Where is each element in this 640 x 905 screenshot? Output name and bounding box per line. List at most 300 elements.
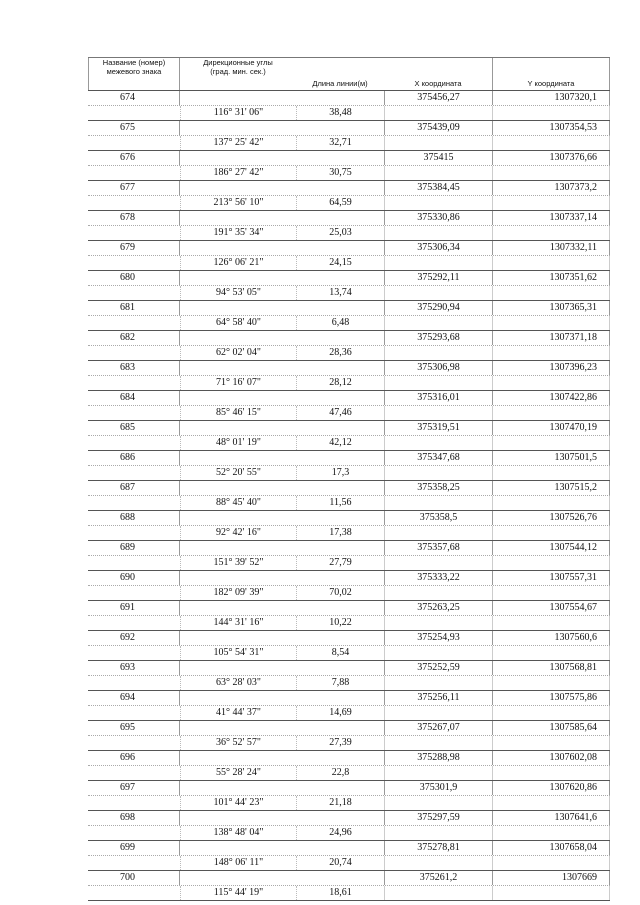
- line-length: 20,74: [296, 856, 384, 870]
- empty-cell: [492, 676, 610, 690]
- y-coordinate: 1307620,86: [492, 781, 610, 795]
- segment-row: [88, 525, 610, 540]
- direction-angle: 105° 54' 31": [180, 646, 296, 660]
- empty-cell: [492, 706, 610, 720]
- direction-angle: 92° 42' 16": [180, 526, 296, 540]
- line-length: 10,22: [296, 616, 384, 630]
- direction-angle: 88° 45' 40": [180, 496, 296, 510]
- x-coordinate: 375301,9: [384, 781, 492, 795]
- point-name: 700: [88, 871, 180, 885]
- segment-row: [88, 855, 610, 870]
- empty-cell: [384, 136, 492, 150]
- x-coordinate: 375316,01: [384, 391, 492, 405]
- y-coordinate: 1307365,31: [492, 301, 610, 315]
- empty-cell: [88, 646, 180, 660]
- empty-cell: [492, 586, 610, 600]
- segment-row: [88, 795, 610, 810]
- empty-cell: [296, 391, 384, 405]
- empty-cell: [492, 136, 610, 150]
- x-coordinate: 375333,22: [384, 571, 492, 585]
- point-row: [88, 120, 610, 135]
- y-coordinate: 1307354,53: [492, 121, 610, 135]
- empty-cell: [180, 181, 296, 195]
- segment-row: [88, 375, 610, 390]
- empty-cell: [180, 301, 296, 315]
- point-name: 686: [88, 451, 180, 465]
- segment-row: [88, 405, 610, 420]
- segment-row: [88, 885, 610, 900]
- empty-cell: [88, 586, 180, 600]
- x-coordinate: 375252,59: [384, 661, 492, 675]
- direction-angle: 151° 39' 52": [180, 556, 296, 570]
- point-row: [88, 540, 610, 555]
- point-name: 685: [88, 421, 180, 435]
- empty-cell: [180, 361, 296, 375]
- header-length: Длина линии(м): [312, 78, 368, 88]
- y-coordinate: 1307373,2: [492, 181, 610, 195]
- empty-cell: [296, 721, 384, 735]
- empty-cell: [296, 91, 384, 105]
- empty-cell: [296, 121, 384, 135]
- direction-angle: 138° 48' 04": [180, 826, 296, 840]
- empty-cell: [492, 616, 610, 630]
- empty-cell: [296, 181, 384, 195]
- y-coordinate: 1307337,14: [492, 211, 610, 225]
- x-coordinate: 375358,25: [384, 481, 492, 495]
- segment-row: [88, 225, 610, 240]
- point-name: 678: [88, 211, 180, 225]
- header-angle: Дирекционные углы (град. мин. сек.): [203, 58, 273, 76]
- y-coordinate: 1307544,12: [492, 541, 610, 555]
- empty-cell: [180, 781, 296, 795]
- empty-cell: [492, 556, 610, 570]
- point-name: 676: [88, 151, 180, 165]
- empty-cell: [384, 586, 492, 600]
- x-coordinate: 375297,59: [384, 811, 492, 825]
- point-row: [88, 690, 610, 705]
- x-coordinate: 375415: [384, 151, 492, 165]
- y-coordinate: 1307515,2: [492, 481, 610, 495]
- x-coordinate: 375292,11: [384, 271, 492, 285]
- y-coordinate: 1307560,6: [492, 631, 610, 645]
- empty-cell: [88, 406, 180, 420]
- direction-angle: 62° 02' 04": [180, 346, 296, 360]
- direction-angle: 52° 20' 55": [180, 466, 296, 480]
- empty-cell: [88, 286, 180, 300]
- segment-row: [88, 255, 610, 270]
- point-name: 675: [88, 121, 180, 135]
- line-length: 14,69: [296, 706, 384, 720]
- empty-cell: [180, 601, 296, 615]
- empty-cell: [296, 271, 384, 285]
- empty-cell: [88, 136, 180, 150]
- empty-cell: [180, 151, 296, 165]
- y-coordinate: 1307669: [492, 871, 610, 885]
- empty-cell: [180, 331, 296, 345]
- empty-cell: [180, 871, 296, 885]
- direction-angle: 137° 25' 42": [180, 136, 296, 150]
- empty-cell: [384, 196, 492, 210]
- line-length: 24,15: [296, 256, 384, 270]
- x-coordinate: 375330,86: [384, 211, 492, 225]
- point-name: 698: [88, 811, 180, 825]
- x-coordinate: 375261,2: [384, 871, 492, 885]
- line-length: 6,48: [296, 316, 384, 330]
- empty-cell: [492, 106, 610, 120]
- empty-cell: [296, 241, 384, 255]
- empty-cell: [384, 166, 492, 180]
- empty-cell: [88, 316, 180, 330]
- empty-cell: [492, 466, 610, 480]
- empty-cell: [492, 496, 610, 510]
- x-coordinate: 375358,5: [384, 511, 492, 525]
- header-name: Название (номер) межевого знака: [88, 58, 180, 90]
- empty-cell: [296, 781, 384, 795]
- line-length: 27,79: [296, 556, 384, 570]
- point-name: 690: [88, 571, 180, 585]
- segment-row: [88, 645, 610, 660]
- point-row: [88, 180, 610, 195]
- direction-angle: 186° 27' 42": [180, 166, 296, 180]
- empty-cell: [88, 736, 180, 750]
- segment-row: [88, 165, 610, 180]
- x-coordinate: 375288,98: [384, 751, 492, 765]
- x-coordinate: 375293,68: [384, 331, 492, 345]
- empty-cell: [180, 751, 296, 765]
- segment-row: [88, 495, 610, 510]
- empty-cell: [296, 841, 384, 855]
- line-length: 11,56: [296, 496, 384, 510]
- line-length: 27,39: [296, 736, 384, 750]
- empty-cell: [384, 256, 492, 270]
- empty-cell: [88, 796, 180, 810]
- point-name: 692: [88, 631, 180, 645]
- point-row: [88, 150, 610, 165]
- empty-cell: [180, 271, 296, 285]
- line-length: 42,12: [296, 436, 384, 450]
- empty-cell: [384, 856, 492, 870]
- empty-cell: [492, 856, 610, 870]
- empty-cell: [384, 646, 492, 660]
- boundary-points-table: [88, 57, 610, 901]
- empty-cell: [384, 526, 492, 540]
- segment-row: [88, 105, 610, 120]
- empty-cell: [296, 541, 384, 555]
- point-row: [88, 450, 610, 465]
- x-coordinate: 375267,07: [384, 721, 492, 735]
- y-coordinate: 1307422,86: [492, 391, 610, 405]
- empty-cell: [296, 301, 384, 315]
- point-name: 695: [88, 721, 180, 735]
- point-row: [88, 810, 610, 825]
- empty-cell: [296, 631, 384, 645]
- empty-cell: [296, 331, 384, 345]
- line-length: 17,38: [296, 526, 384, 540]
- empty-cell: [492, 736, 610, 750]
- empty-cell: [296, 361, 384, 375]
- segment-row: [88, 735, 610, 750]
- direction-angle: 63° 28' 03": [180, 676, 296, 690]
- point-name: 687: [88, 481, 180, 495]
- point-row: [88, 600, 610, 615]
- x-coordinate: 375306,34: [384, 241, 492, 255]
- empty-cell: [180, 691, 296, 705]
- x-coordinate: 375347,68: [384, 451, 492, 465]
- y-coordinate: 1307658,04: [492, 841, 610, 855]
- empty-cell: [384, 466, 492, 480]
- header-x: X координата: [414, 78, 462, 88]
- point-row: [88, 90, 610, 105]
- line-length: 70,02: [296, 586, 384, 600]
- segment-row: [88, 705, 610, 720]
- empty-cell: [384, 406, 492, 420]
- empty-cell: [384, 316, 492, 330]
- empty-cell: [88, 706, 180, 720]
- empty-cell: [296, 601, 384, 615]
- segment-row: [88, 555, 610, 570]
- table-header: [88, 57, 610, 90]
- y-coordinate: 1307526,76: [492, 511, 610, 525]
- point-row: [88, 390, 610, 405]
- empty-cell: [384, 736, 492, 750]
- line-length: 32,71: [296, 136, 384, 150]
- point-row: [88, 750, 610, 765]
- point-name: 693: [88, 661, 180, 675]
- y-coordinate: 1307602,08: [492, 751, 610, 765]
- empty-cell: [296, 451, 384, 465]
- empty-cell: [296, 661, 384, 675]
- line-length: 13,74: [296, 286, 384, 300]
- empty-cell: [180, 481, 296, 495]
- empty-cell: [296, 691, 384, 705]
- empty-cell: [492, 646, 610, 660]
- empty-cell: [88, 196, 180, 210]
- x-coordinate: 375306,98: [384, 361, 492, 375]
- direction-angle: 191° 35' 34": [180, 226, 296, 240]
- empty-cell: [296, 571, 384, 585]
- empty-cell: [88, 166, 180, 180]
- direction-angle: 115° 44' 19": [180, 886, 296, 900]
- empty-cell: [492, 826, 610, 840]
- x-coordinate: 375384,45: [384, 181, 492, 195]
- line-length: 18,61: [296, 886, 384, 900]
- empty-cell: [88, 826, 180, 840]
- point-name: 681: [88, 301, 180, 315]
- empty-cell: [180, 451, 296, 465]
- empty-cell: [88, 256, 180, 270]
- line-length: 24,96: [296, 826, 384, 840]
- empty-cell: [384, 346, 492, 360]
- empty-cell: [384, 496, 492, 510]
- line-length: 38,48: [296, 106, 384, 120]
- line-length: 17,3: [296, 466, 384, 480]
- y-coordinate: 1307557,31: [492, 571, 610, 585]
- y-coordinate: 1307376,66: [492, 151, 610, 165]
- y-coordinate: 1307554,67: [492, 601, 610, 615]
- y-coordinate: 1307351,62: [492, 271, 610, 285]
- empty-cell: [492, 766, 610, 780]
- segment-row: [88, 585, 610, 600]
- point-name: 680: [88, 271, 180, 285]
- empty-cell: [88, 376, 180, 390]
- line-length: 22,8: [296, 766, 384, 780]
- direction-angle: 64° 58' 40": [180, 316, 296, 330]
- empty-cell: [180, 391, 296, 405]
- empty-cell: [88, 466, 180, 480]
- point-row: [88, 480, 610, 495]
- empty-cell: [88, 106, 180, 120]
- empty-cell: [384, 106, 492, 120]
- line-length: 25,03: [296, 226, 384, 240]
- x-coordinate: 375319,51: [384, 421, 492, 435]
- empty-cell: [88, 496, 180, 510]
- empty-cell: [180, 91, 296, 105]
- empty-cell: [384, 226, 492, 240]
- segment-row: [88, 465, 610, 480]
- empty-cell: [296, 151, 384, 165]
- direction-angle: 55° 28' 24": [180, 766, 296, 780]
- point-name: 683: [88, 361, 180, 375]
- line-length: 21,18: [296, 796, 384, 810]
- direction-angle: 213° 56' 10": [180, 196, 296, 210]
- x-coordinate: 375263,25: [384, 601, 492, 615]
- point-row: [88, 630, 610, 645]
- y-coordinate: 1307396,23: [492, 361, 610, 375]
- point-name: 694: [88, 691, 180, 705]
- point-name: 679: [88, 241, 180, 255]
- empty-cell: [384, 436, 492, 450]
- direction-angle: 36° 52' 57": [180, 736, 296, 750]
- point-row: [88, 660, 610, 675]
- point-row: [88, 720, 610, 735]
- empty-cell: [492, 886, 610, 900]
- empty-cell: [180, 511, 296, 525]
- point-name: 689: [88, 541, 180, 555]
- direction-angle: 85° 46' 15": [180, 406, 296, 420]
- direction-angle: 94° 53' 05": [180, 286, 296, 300]
- point-row: [88, 780, 610, 795]
- point-name: 688: [88, 511, 180, 525]
- line-length: 47,46: [296, 406, 384, 420]
- empty-cell: [88, 226, 180, 240]
- direction-angle: 101° 44' 23": [180, 796, 296, 810]
- empty-cell: [180, 841, 296, 855]
- direction-angle: 126° 06' 21": [180, 256, 296, 270]
- point-name: 674: [88, 91, 180, 105]
- empty-cell: [492, 406, 610, 420]
- empty-cell: [180, 121, 296, 135]
- direction-angle: 41° 44' 37": [180, 706, 296, 720]
- line-length: 28,12: [296, 376, 384, 390]
- segment-row: [88, 345, 610, 360]
- empty-cell: [384, 556, 492, 570]
- line-length: 64,59: [296, 196, 384, 210]
- empty-cell: [492, 226, 610, 240]
- point-row: [88, 570, 610, 585]
- point-row: [88, 330, 610, 345]
- x-coordinate: 375357,68: [384, 541, 492, 555]
- empty-cell: [88, 766, 180, 780]
- y-coordinate: 1307575,86: [492, 691, 610, 705]
- empty-cell: [492, 286, 610, 300]
- empty-cell: [88, 346, 180, 360]
- empty-cell: [296, 481, 384, 495]
- point-row: [88, 240, 610, 255]
- table-body: [88, 90, 610, 900]
- empty-cell: [492, 376, 610, 390]
- point-row: [88, 270, 610, 285]
- empty-cell: [88, 556, 180, 570]
- x-coordinate: 375256,11: [384, 691, 492, 705]
- direction-angle: 148° 06' 11": [180, 856, 296, 870]
- segment-row: [88, 195, 610, 210]
- point-row: [88, 210, 610, 225]
- point-row: [88, 870, 610, 885]
- empty-cell: [296, 811, 384, 825]
- y-coordinate: 1307641,6: [492, 811, 610, 825]
- point-row: [88, 360, 610, 375]
- empty-cell: [180, 631, 296, 645]
- direction-angle: 182° 09' 39": [180, 586, 296, 600]
- line-length: 8,54: [296, 646, 384, 660]
- empty-cell: [492, 316, 610, 330]
- point-row: [88, 840, 610, 855]
- x-coordinate: 375456,27: [384, 91, 492, 105]
- empty-cell: [296, 511, 384, 525]
- direction-angle: 48° 01' 19": [180, 436, 296, 450]
- segment-row: [88, 315, 610, 330]
- empty-cell: [88, 526, 180, 540]
- empty-cell: [492, 196, 610, 210]
- empty-cell: [88, 616, 180, 630]
- y-coordinate: 1307501,5: [492, 451, 610, 465]
- empty-cell: [384, 616, 492, 630]
- point-name: 691: [88, 601, 180, 615]
- empty-cell: [384, 286, 492, 300]
- empty-cell: [88, 886, 180, 900]
- empty-cell: [180, 721, 296, 735]
- direction-angle: 116° 31' 06": [180, 106, 296, 120]
- y-coordinate: 1307371,18: [492, 331, 610, 345]
- empty-cell: [88, 436, 180, 450]
- empty-cell: [492, 796, 610, 810]
- segment-row: [88, 285, 610, 300]
- line-length: 7,88: [296, 676, 384, 690]
- empty-cell: [296, 751, 384, 765]
- segment-row: [88, 765, 610, 780]
- empty-cell: [88, 856, 180, 870]
- empty-cell: [384, 706, 492, 720]
- empty-cell: [384, 676, 492, 690]
- empty-cell: [384, 766, 492, 780]
- x-coordinate: 375290,94: [384, 301, 492, 315]
- empty-cell: [384, 376, 492, 390]
- empty-cell: [384, 886, 492, 900]
- empty-cell: [384, 796, 492, 810]
- header-y: Y координата: [492, 58, 610, 90]
- empty-cell: [88, 676, 180, 690]
- y-coordinate: 1307320,1: [492, 91, 610, 105]
- empty-cell: [296, 421, 384, 435]
- point-name: 684: [88, 391, 180, 405]
- x-coordinate: 375439,09: [384, 121, 492, 135]
- y-coordinate: 1307568,81: [492, 661, 610, 675]
- empty-cell: [384, 826, 492, 840]
- empty-cell: [180, 211, 296, 225]
- x-coordinate: 375254,93: [384, 631, 492, 645]
- line-length: 28,36: [296, 346, 384, 360]
- table-bottom-border: [88, 900, 610, 901]
